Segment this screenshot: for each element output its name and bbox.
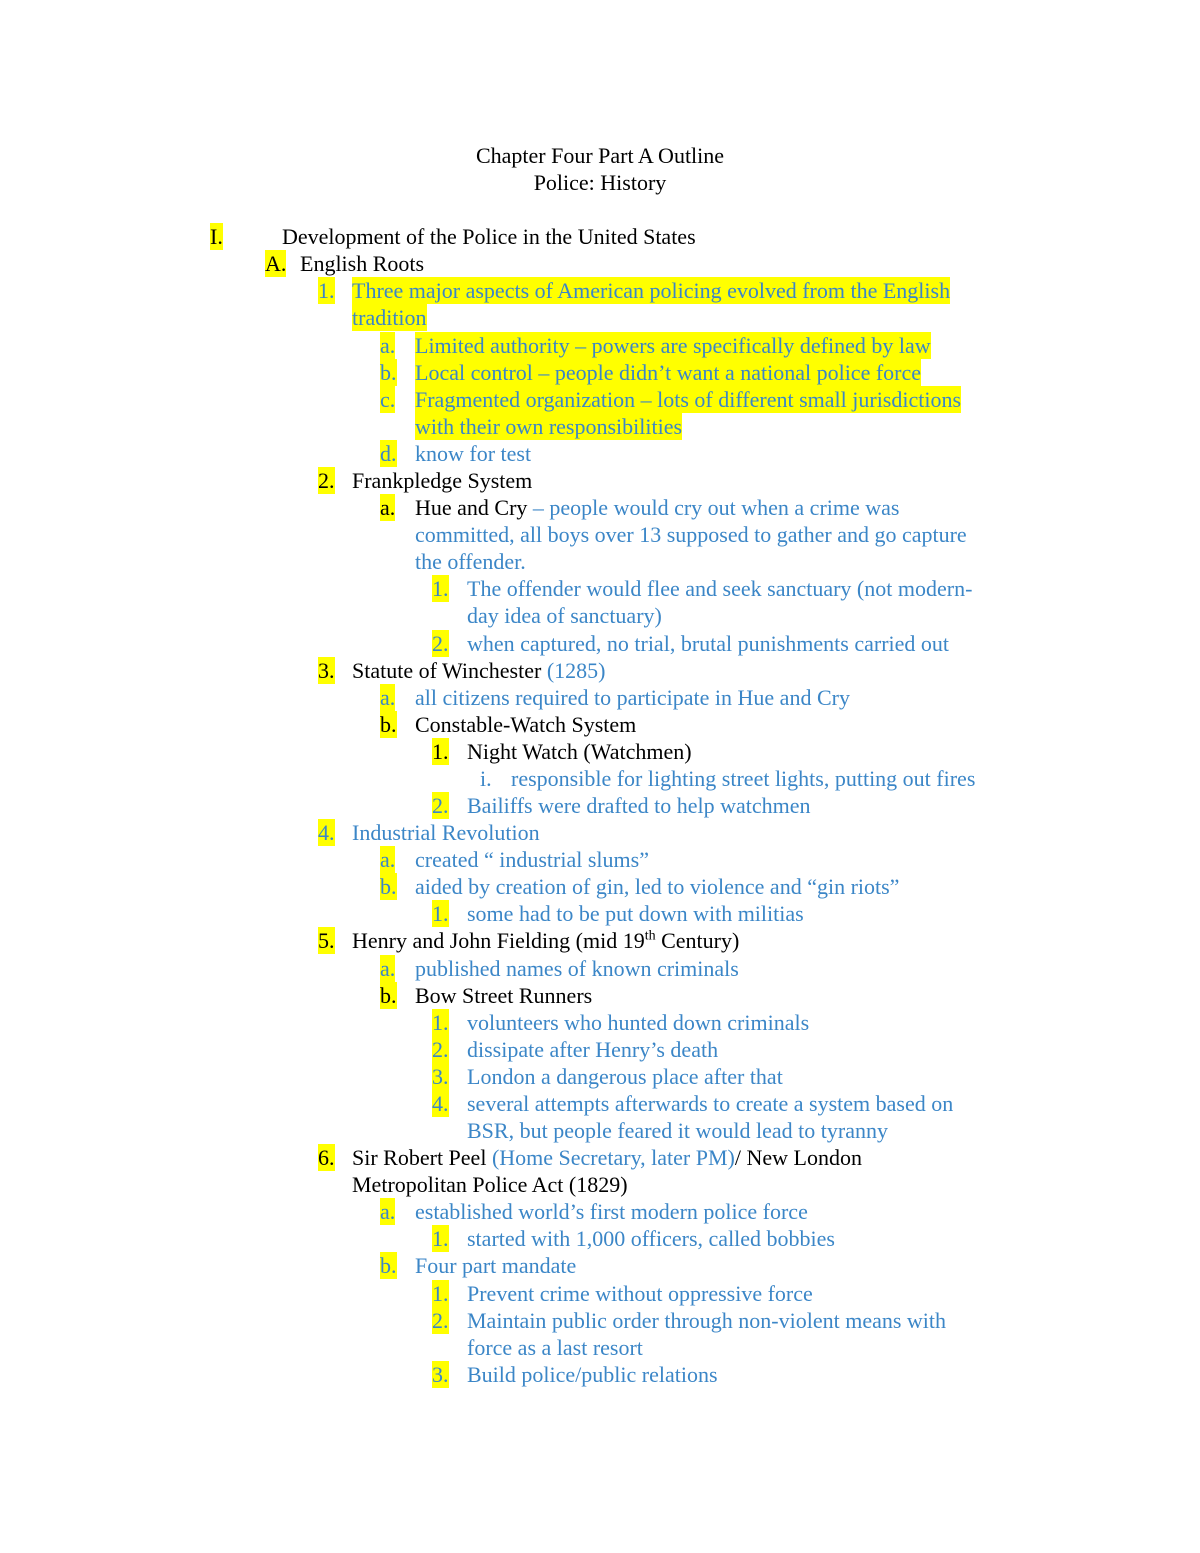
sub-text bbox=[415, 494, 899, 521]
subsub-text: some had to be put down with militias bbox=[467, 901, 804, 926]
item-text-part: Sir Robert Peel bbox=[352, 1145, 492, 1170]
sub-marker: b. bbox=[380, 983, 397, 1008]
sub-text-rest: – people would cry out when a crime was bbox=[527, 495, 900, 520]
subsub-marker: 1. bbox=[432, 1281, 449, 1306]
item-text bbox=[352, 1144, 862, 1171]
section-heading: Development of the Police in the United States bbox=[282, 224, 696, 249]
subsub-text: London a dangerous place after that bbox=[467, 1064, 783, 1089]
sub-text-continued: committed, all boys over 13 supposed to gather and go capture bbox=[415, 522, 967, 547]
sub-text-continued: with their own responsibilities bbox=[415, 414, 683, 439]
sub-marker: d. bbox=[380, 441, 397, 466]
subsub-text: dissipate after Henry’s death bbox=[467, 1037, 719, 1062]
item-text: Three major aspects of American policing evolved from the English bbox=[352, 278, 951, 303]
sub-marker: a. bbox=[380, 956, 396, 981]
ordinal-suffix: th bbox=[644, 928, 656, 944]
document-title: Chapter Four Part A Outline bbox=[475, 143, 725, 168]
item-text-part: / New London bbox=[734, 1145, 862, 1170]
subsub-text-continued: day idea of sanctuary) bbox=[467, 603, 662, 628]
sub-marker: a. bbox=[380, 685, 396, 710]
subsub-text: started with 1,000 officers, called bobbies bbox=[467, 1226, 835, 1251]
sub-marker: b. bbox=[380, 874, 397, 899]
item-text-part: Century) bbox=[655, 928, 740, 953]
item-text bbox=[352, 657, 605, 684]
item-year: (1285) bbox=[541, 658, 606, 683]
item-text-continued: Metropolitan Police Act (1829) bbox=[352, 1172, 628, 1197]
letter-marker: A. bbox=[265, 251, 287, 276]
sub-marker: b. bbox=[380, 1253, 397, 1278]
sub-text: aided by creation of gin, led to violence and “gin riots” bbox=[415, 874, 900, 899]
document-subtitle: Police: History bbox=[533, 170, 667, 195]
item-marker: 5. bbox=[318, 928, 335, 953]
subsub-marker: 2. bbox=[432, 1037, 449, 1062]
item-text-part: Henry and John Fielding (mid 19 bbox=[352, 928, 645, 953]
sub-text: all citizens required to participate in Hue and Cry bbox=[415, 685, 850, 710]
sub-text: Local control – people didn’t want a national police force bbox=[415, 360, 922, 385]
item-marker: 3. bbox=[318, 658, 335, 683]
sub-text-continued: the offender. bbox=[415, 549, 526, 574]
roman-sub-text: responsible for lighting street lights, putting out fires bbox=[511, 766, 976, 791]
subsub-marker: 2. bbox=[432, 631, 449, 656]
sub-marker: b. bbox=[380, 712, 397, 737]
subsub-marker: 2. bbox=[432, 793, 449, 818]
subsection-heading: English Roots bbox=[300, 251, 425, 276]
subsub-marker: 3. bbox=[432, 1064, 449, 1089]
subsub-text: volunteers who hunted down criminals bbox=[467, 1010, 810, 1035]
subsub-text: several attempts afterwards to create a system based on bbox=[467, 1091, 954, 1116]
subsub-text: Build police/public relations bbox=[467, 1362, 718, 1387]
subsub-marker: 1. bbox=[432, 1010, 449, 1035]
item-text bbox=[352, 927, 739, 954]
sub-text: Bow Street Runners bbox=[415, 983, 593, 1008]
sub-text: Fragmented organization – lots of different small jurisdictions bbox=[415, 387, 962, 412]
subsub-text-continued: force as a last resort bbox=[467, 1335, 643, 1360]
sub-marker: a. bbox=[380, 847, 396, 872]
subsub-text: when captured, no trial, brutal punishments carried out bbox=[467, 631, 950, 656]
sub-text: Limited authority – powers are specifically defined by law bbox=[415, 333, 931, 358]
subsub-marker: 1. bbox=[432, 1226, 449, 1251]
subsub-text: Prevent crime without oppressive force bbox=[467, 1281, 813, 1306]
item-text-paren: (Home Secretary, later PM) bbox=[491, 1145, 735, 1170]
item-text-continued: tradition bbox=[352, 305, 427, 330]
roman-marker: I. bbox=[210, 224, 223, 249]
item-marker: 2. bbox=[318, 468, 335, 493]
sub-text: Constable-Watch System bbox=[415, 712, 637, 737]
subsub-text: The offender would flee and seek sanctuary (not modern- bbox=[467, 576, 973, 601]
item-text-main: Statute of Winchester bbox=[352, 658, 542, 683]
sub-marker: a. bbox=[380, 333, 396, 358]
sub-marker: a. bbox=[380, 495, 396, 520]
subsub-marker: 1. bbox=[432, 739, 449, 764]
subsub-marker: 1. bbox=[432, 901, 449, 926]
subsub-text: Night Watch (Watchmen) bbox=[467, 739, 692, 764]
sub-text: know for test bbox=[415, 441, 532, 466]
sub-text-lead: Hue and Cry bbox=[415, 495, 528, 520]
sub-marker: a. bbox=[380, 1199, 396, 1224]
item-marker: 1. bbox=[318, 278, 335, 303]
subsub-marker: 4. bbox=[432, 1091, 449, 1116]
sub-text: established world’s first modern police force bbox=[415, 1199, 808, 1224]
subsub-text-continued: BSR, but people feared it would lead to tyranny bbox=[467, 1118, 888, 1143]
sub-text: published names of known criminals bbox=[415, 956, 739, 981]
item-marker: 4. bbox=[318, 820, 335, 845]
subsub-marker: 3. bbox=[432, 1362, 449, 1387]
roman-sub-marker: i. bbox=[480, 766, 492, 791]
subsub-text: Bailiffs were drafted to help watchmen bbox=[467, 793, 811, 818]
item-text: Industrial Revolution bbox=[352, 820, 540, 845]
item-marker: 6. bbox=[318, 1145, 335, 1170]
item-text: Frankpledge System bbox=[352, 468, 533, 493]
sub-text: created “ industrial slums” bbox=[415, 847, 649, 872]
subsub-text: Maintain public order through non-violent means with bbox=[467, 1308, 947, 1333]
sub-marker: c. bbox=[380, 387, 396, 412]
subsub-marker: 2. bbox=[432, 1308, 449, 1333]
sub-marker: b. bbox=[380, 360, 397, 385]
subsub-marker: 1. bbox=[432, 576, 449, 601]
sub-text: Four part mandate bbox=[415, 1253, 577, 1278]
